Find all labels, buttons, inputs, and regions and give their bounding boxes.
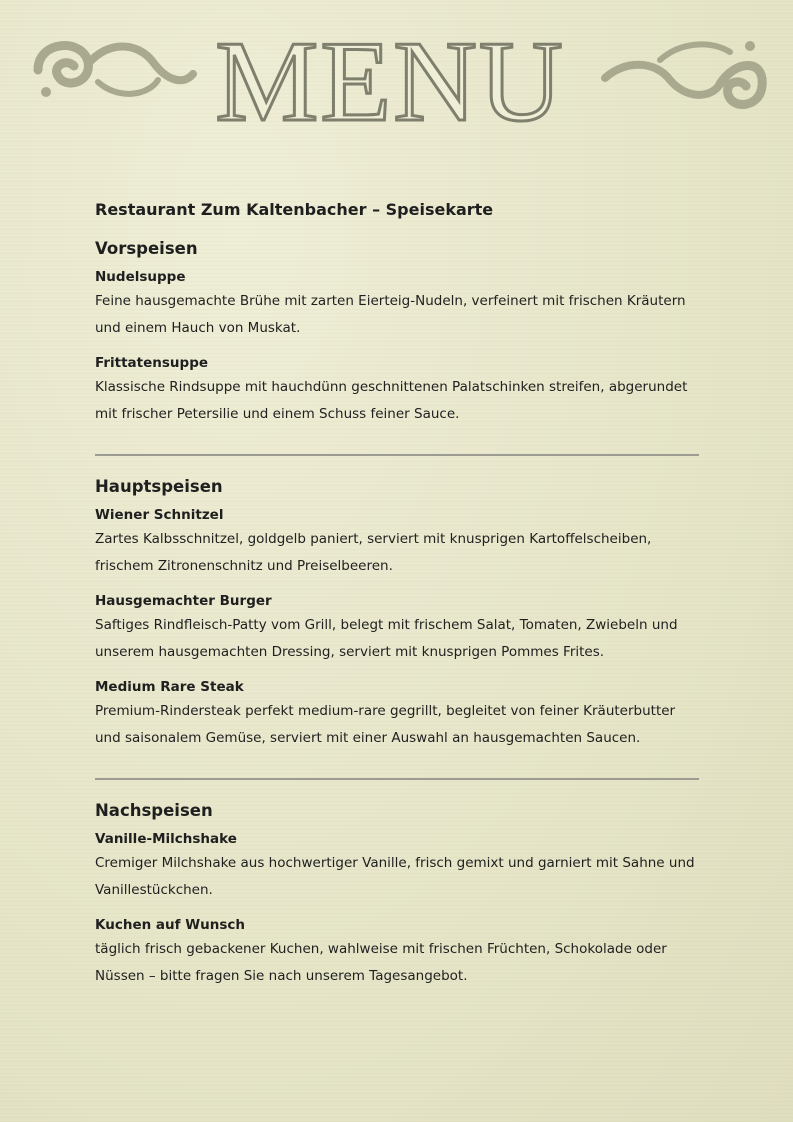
menu-item-description: Klassische Rindsuppe mit hauchdünn geschnittenen Palatschinken streifen, abgerundet mit frischer Petersilie und einem Schuss feiner Sauce. (95, 379, 688, 422)
section-title: Vorspeisen (95, 239, 198, 258)
left-flourish-ornament-icon (28, 30, 198, 110)
menu-item-description: täglich frisch gebackener Kuchen, wahlweise mit frischen Früchten, Schokolade oder Nüssen – bitte fragen Sie nach unserem Tagesangebot. (95, 941, 667, 984)
menu-item (95, 676, 699, 752)
menu-item-name: Kuchen auf Wunsch (95, 917, 245, 933)
section-title: Nachspeisen (95, 801, 213, 820)
menu-item (95, 352, 699, 428)
menu-item-name: Nudelsuppe (95, 269, 186, 285)
menu-item (95, 828, 699, 904)
menu-item (95, 266, 699, 342)
section-hauptspeisen (95, 474, 699, 752)
menu-item-name: Frittatensuppe (95, 355, 209, 371)
menu-item-description: Zartes Kalbsschnitzel, goldgelb paniert, serviert mit knusprigen Kartoffelscheiben, frischem Zitronenschnitz und Preiselbeeren. (95, 531, 652, 574)
menu-item-name: Vanille-Milchshake (95, 831, 237, 847)
section-nachspeisen (95, 798, 699, 990)
menu-item-name: Wiener Schnitzel (95, 507, 224, 523)
menu-banner-title: MENU (215, 18, 565, 146)
menu-banner (0, 0, 793, 150)
section-divider (95, 454, 699, 456)
menu-item-description: Saftiges Rindfleisch-Patty vom Grill, belegt mit frischem Salat, Tomaten, Zwiebeln und unserem hausgemachten Dressing, serviert mit knusprigen Pommes Frites. (95, 617, 678, 660)
menu-item (95, 504, 699, 580)
menu-item-name: Hausgemachter Burger (95, 593, 272, 609)
section-vorspeisen (95, 236, 699, 428)
menu-item-description: Feine hausgemachte Brühe mit zarten Eierteig-Nudeln, verfeinert mit frischen Kräutern und einem Hauch von Muskat. (95, 293, 686, 336)
menu-item (95, 590, 699, 666)
restaurant-title: Restaurant Zum Kaltenbacher – Speisekarte (95, 200, 494, 219)
section-title: Hauptspeisen (95, 477, 223, 496)
menu-content (95, 196, 699, 990)
menu-item-description: Cremiger Milchshake aus hochwertiger Vanille, frisch gemixt und garniert mit Sahne und Vanillestückchen. (95, 855, 695, 898)
right-flourish-ornament-icon (600, 30, 770, 120)
section-divider (95, 778, 699, 780)
menu-item-name: Medium Rare Steak (95, 679, 244, 695)
menu-item (95, 914, 699, 990)
menu-item-description: Premium-Rindersteak perfekt medium-rare gegrillt, begleitet von feiner Kräuterbutter und saisonalem Gemüse, serviert mit einer Auswahl an hausgemachten Saucen. (95, 703, 676, 746)
